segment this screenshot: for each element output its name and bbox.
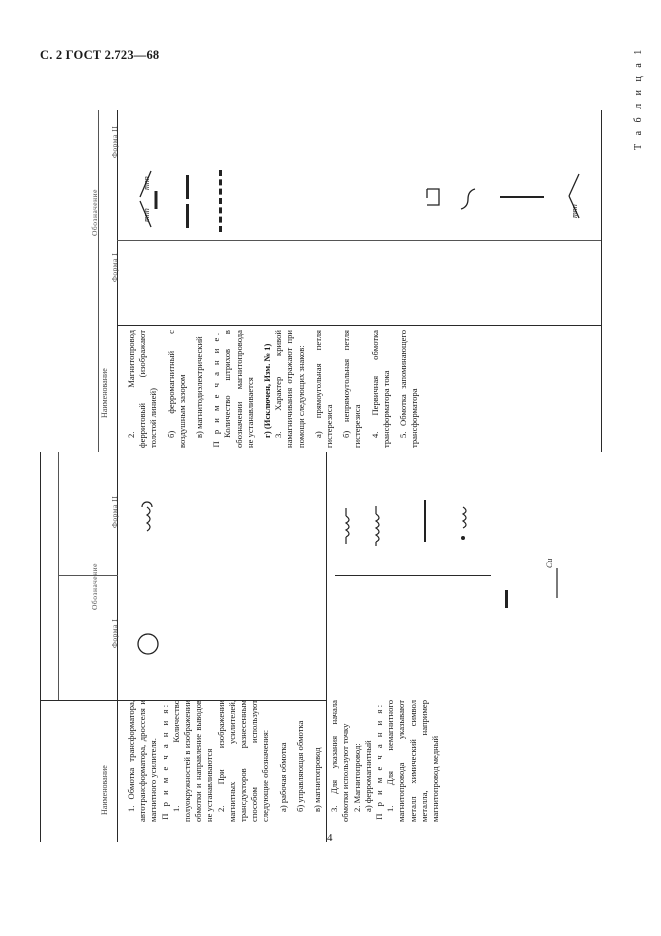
left-table-header-col bbox=[58, 452, 59, 700]
row-4: 2. Магнитопровод: bbox=[351, 743, 362, 812]
note-1: 1. Количество полуокружностей в изображении обмотки и направление выводов не устанавливаются bbox=[170, 700, 215, 822]
row-a: а) рабочая обмотка bbox=[277, 742, 288, 812]
right-header-name: Наименование bbox=[100, 368, 109, 418]
ferrite-core-symbol bbox=[136, 165, 166, 235]
row-4a: а) ферромагнитный bbox=[362, 740, 373, 812]
row-b: б) управляющая обмотка bbox=[294, 720, 305, 812]
right-notes-title: П р и м е ч а н и е. bbox=[211, 330, 222, 448]
ferrite-label-2: mпп bbox=[142, 176, 151, 190]
notes-title-1: П р и м е ч а н и я: bbox=[159, 702, 170, 820]
ferrite-label-1: mпп bbox=[142, 208, 151, 222]
right-table-border-right bbox=[601, 110, 602, 452]
page-number: 4 bbox=[327, 832, 333, 844]
magnetodielectric-core-symbol bbox=[219, 170, 222, 232]
air-gap-core-symbol-2 bbox=[186, 204, 189, 228]
left-header-form2: Форма II bbox=[110, 495, 119, 528]
right-row-2g: г) (Исключен, Изм. № 1) bbox=[262, 343, 273, 438]
notes-title-2: П р и м е ч а н и я: bbox=[374, 702, 385, 820]
storage-transformer-winding-symbol bbox=[565, 166, 595, 228]
right-table-header-bottom bbox=[117, 325, 601, 326]
note-2: 2. При изображении магнитных усилителей, трансдукторов разнесенным способом используют следующие обозначения: bbox=[215, 700, 271, 822]
working-winding-symbol bbox=[338, 508, 354, 544]
storage-winding-label: mпп bbox=[570, 204, 579, 218]
ferromagnetic-core-symbol bbox=[505, 590, 508, 608]
row-1-title: 1. Обмотка трансформатора, автотрансформатора, дросселя и магнитного усилителя. bbox=[126, 700, 159, 822]
right-row-5: 5. Обмотка запоминающего трансформатора bbox=[398, 330, 420, 448]
rectangular-hysteresis-symbol bbox=[424, 186, 444, 208]
table-caption: Т а б л и ц а 1 bbox=[633, 46, 644, 150]
right-header-designation: Обозначение bbox=[90, 189, 99, 236]
right-row-2v: в) магнитодиэлектрический bbox=[194, 336, 205, 438]
right-row-2: 2. Магнитопровод ферритовый (изображают толстой линией) bbox=[126, 330, 159, 448]
right-table-designation-split bbox=[117, 240, 601, 241]
core-long-line bbox=[335, 575, 491, 576]
right-table-header-col bbox=[98, 110, 99, 452]
nonrectangular-hysteresis-symbol bbox=[458, 187, 476, 211]
winding-start-dot-symbol bbox=[455, 505, 471, 539]
copper-label: Cu bbox=[545, 558, 554, 568]
magnetic-core-line bbox=[424, 500, 426, 542]
note-3: 1. Для немагнитного магнитопровода указывают металл химический символ металла, например магнитопровод медный bbox=[385, 700, 441, 822]
left-header-form1: Форма I bbox=[110, 618, 119, 648]
winding-circle-symbol bbox=[136, 632, 160, 656]
right-row-3: 3. Характер кривой намагничивания отражают при помощи следующих знаков: bbox=[273, 330, 306, 448]
right-header-form1: Форма I bbox=[110, 252, 119, 282]
left-header-designation: Обозначение bbox=[90, 563, 99, 610]
right-row-4: 4. Первичная обмотка трансформатора тока bbox=[369, 330, 391, 448]
current-transformer-winding-symbol bbox=[500, 196, 544, 198]
winding-coil-symbol bbox=[140, 505, 154, 537]
right-row-3b: б) непрямоугольная петля гистерезиса bbox=[341, 330, 363, 448]
right-header-form2: Форма II bbox=[110, 125, 119, 158]
left-header-name: Наименование bbox=[100, 765, 109, 815]
air-gap-core-symbol bbox=[186, 175, 189, 199]
row-3: 3. Для указания начала обмотки используют точку bbox=[329, 700, 351, 822]
left-table-designation-split bbox=[58, 575, 118, 576]
control-winding-symbol bbox=[368, 506, 384, 546]
left-name-column bbox=[126, 700, 441, 822]
row-v: в) магнитопровод bbox=[312, 747, 323, 812]
page-header: С. 2 ГОСТ 2.723—68 bbox=[40, 48, 160, 62]
right-row-2b: б) ферромагнитный с воздушным зазором bbox=[165, 330, 187, 448]
left-table-border-left bbox=[40, 452, 41, 842]
right-name-column bbox=[126, 330, 420, 448]
right-note: Количество штрихов в обозначении магнитопровода не устанавливается bbox=[222, 330, 255, 448]
right-row-3a: а) прямоугольная петля гистерезиса bbox=[312, 330, 335, 448]
